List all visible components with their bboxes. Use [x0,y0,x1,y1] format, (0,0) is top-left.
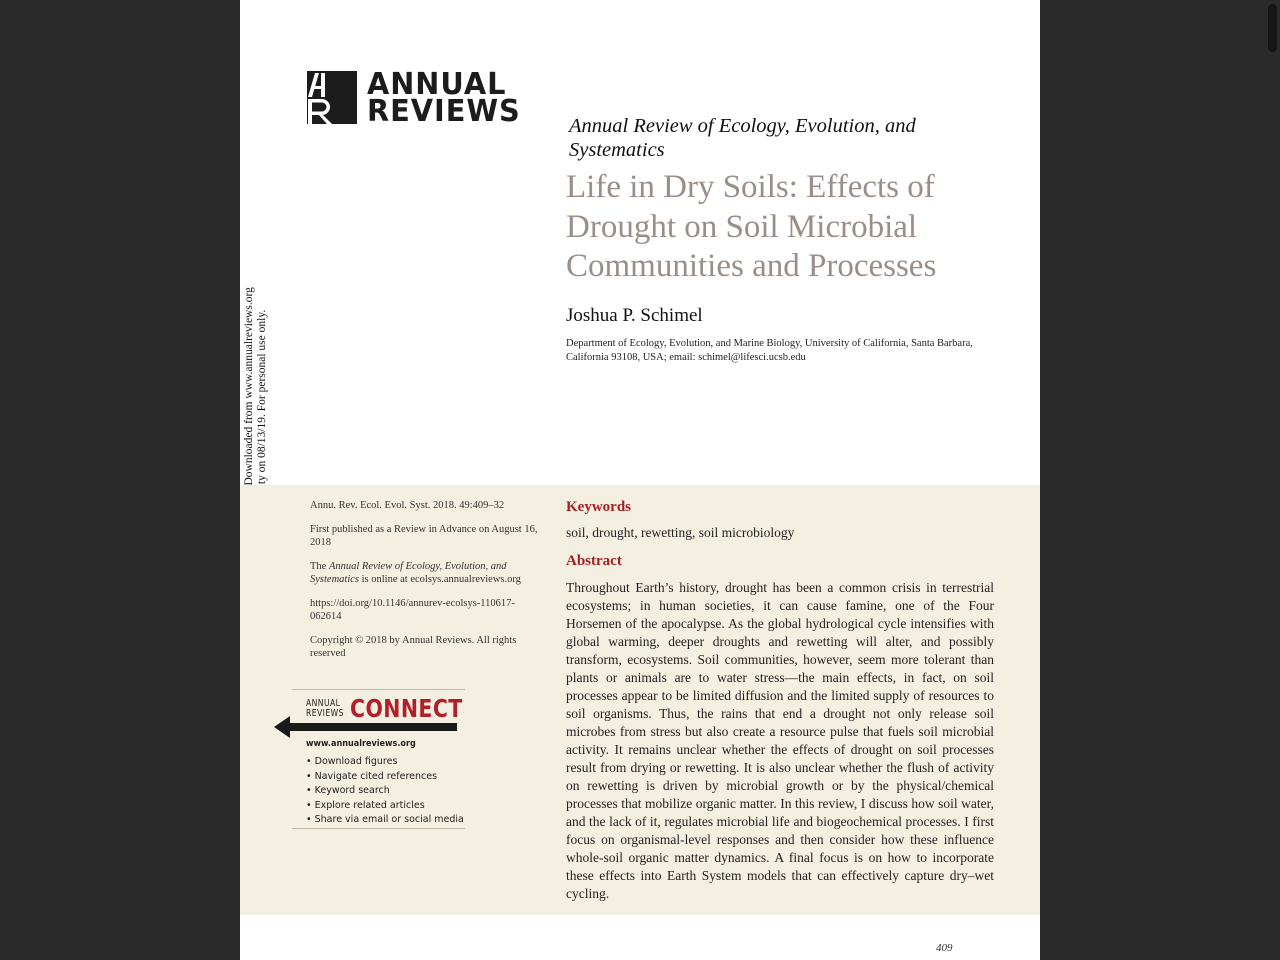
list-item: • Keyword search [306,784,464,799]
author-name: Joshua P. Schimel [566,305,703,326]
list-item: • Navigate cited references [306,770,464,785]
divider [292,689,465,690]
article-title: Life in Dry Soils: Effects of Drought on Soil Microbial Communities and Processes [566,169,937,284]
abstract-heading: Abstract [566,553,622,569]
article-info-box [240,485,1040,915]
online-journal-name: Annual Review of Ecology, Evolution, and Systematics [310,561,507,585]
vertical-scrollbar[interactable] [1260,0,1280,960]
article-metadata [310,499,540,671]
list-item: • Explore related articles [306,799,464,814]
ar-logo-icon [307,71,357,124]
list-item: • Download figures [306,755,464,770]
list-item: • Share via email or social media [306,813,464,828]
copyright: Copyright © 2018 by Annual Reviews. All rights reserved [310,635,517,659]
annual-reviews-connect-panel [292,689,465,829]
logo-wordmark [367,67,521,129]
logo-line-2: REVIEWS [367,94,521,129]
divider [292,828,465,829]
citation: Annu. Rev. Ecol. Evol. Syst. 2018. 49:409–32 [310,500,505,511]
first-published: First published as a Review in Advance on August 16, 2018 [310,524,538,548]
annual-reviews-logo [307,67,527,129]
abstract-body: Throughout Earth’s history, drought has been a common crisis in terrestrial ecosystems; in human societies, it can cause famine, one of the Four Horsemen of the apocalypse. As the global hydrological cycle intensifies with global warming, deeper droughts and rewetting will alter, and possibly transform, ecosystems. Soil communities, however, seem more tolerant than plants or animals are to water stress—the main effects, in fact, on soil processes appear to be limited diffusion and the limited supply of resources to soil organisms. Thus, the rains that end a drought not only release soil microbes from stress but also create a resource pulse that fuels soil microbial activity. It remains unclear whether the effects of drought on soil processes result from drying or rewetting. It is also unclear whether the flush of activity on rewetting is driven by microbial growth or by the physical/chemical processes that mobilize organic matter. In this review, I discuss how soil water, and the lack of it, regulates microbial life and biogeochemical processes. I first focus on organismal-level responses and then consider how these influence whole-soil organic matter dynamics. A final focus is on how to incorporate these effects into Earth System models that can effectively capture dry–wet cycling. [566,580,994,901]
scrollbar-thumb[interactable] [1268,4,1277,52]
logo-line-1: ANNUAL [367,67,507,102]
connect-brand-small: ANNUAL REVIEWS [306,698,344,719]
connect-feature-list [306,755,464,828]
keywords-heading: Keywords [566,499,631,515]
journal-name: Annual Review of Ecology, Evolution, and Systematics [569,115,916,161]
pdf-page [240,0,1040,960]
arrow-left-icon [274,716,459,738]
connect-wordmark: CONNECT [350,694,463,723]
connect-url[interactable]: www.annualreviews.org [306,739,416,749]
keywords-list: soil, drought, rewetting, soil microbiology [566,525,795,540]
author-affiliation: Department of Ecology, Evolution, and Marine Biology, University of California, Santa Barbara, California 93108, USA; email: schimel@lifesci.ucsb.edu [566,338,973,363]
doi-link[interactable]: https://doi.org/10.1146/annurev-ecolsys-110617-062614 [310,598,515,622]
online-availability: The Annual Review of Ecology, Evolution, and Systematics is online at ecolsys.annualreviews.org [310,561,521,585]
page-number: 409 [936,942,953,954]
